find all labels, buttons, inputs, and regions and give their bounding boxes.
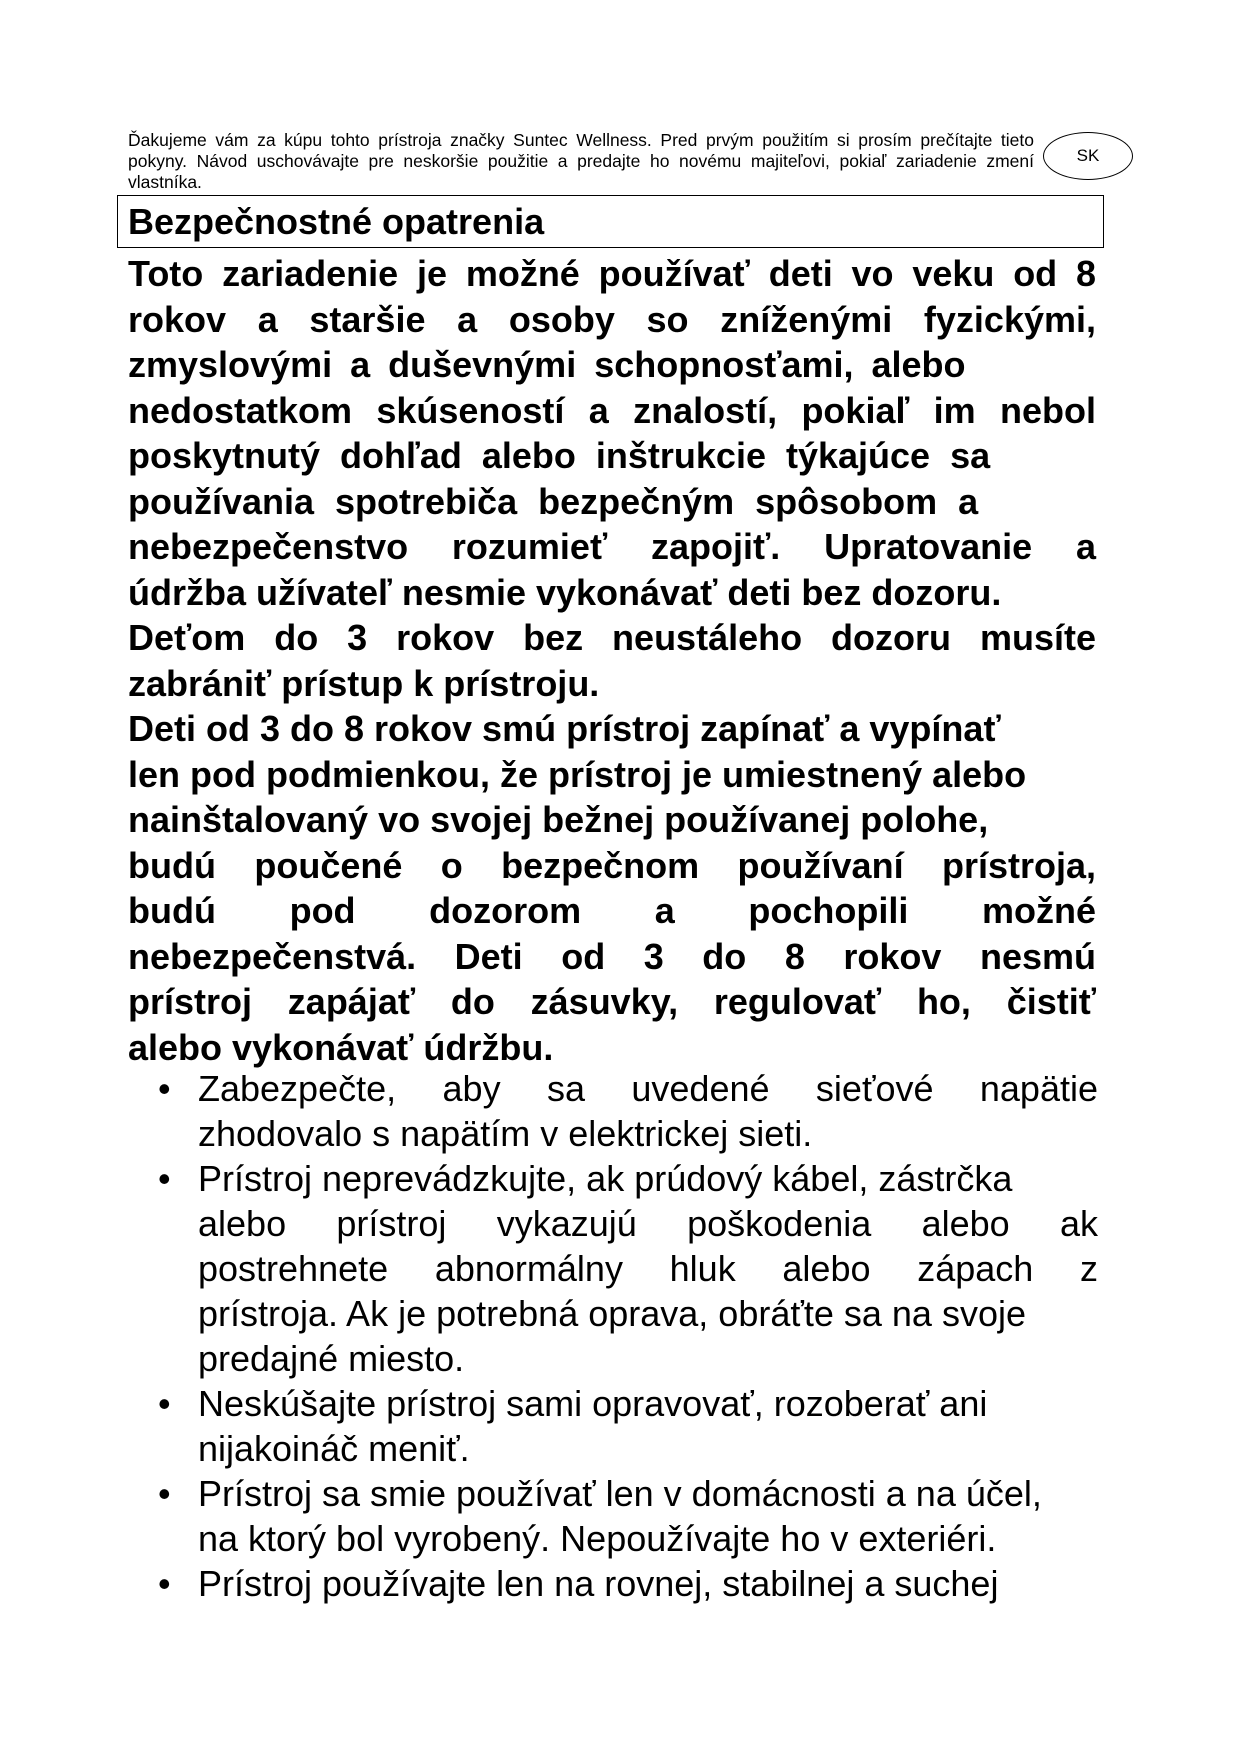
rule-line: postrehnete abnormálny hluk alebo zápach z [198, 1248, 1098, 1289]
warning-line: používania spotrebiča bezpečným spôsobom a [128, 480, 979, 522]
language-badge: SK [1043, 132, 1133, 180]
warning-line: nebezpečenstvo rozumieť zapojiť. Upratovanie a [128, 526, 1096, 567]
rule-line: • Prístroj sa smie používať len v domácnosti a na účel, [198, 1473, 1042, 1514]
rule-line: • Prístroj neprevádzkujte, ak prúdový kábel, zástrčka [198, 1158, 1013, 1199]
warning-line: Deti od 3 do 8 rokov smú prístroj zapínať a vypínať [128, 708, 1001, 749]
warning-line: nainštalovaný vo svojej bežnej používanej polohe, [128, 799, 989, 840]
list-item [158, 1471, 1098, 1561]
warning-line: zmyslovými a duševnými schopnosťami, alebo [128, 344, 966, 385]
rule-line: • Zabezpečte, aby sa uvedené sieťové napätie [198, 1068, 1098, 1109]
warning-line: údržba užívateľ nesmie vykonávať deti bez dozoru. [128, 571, 1002, 613]
list-item [158, 1381, 1098, 1471]
rule-line: na ktorý bol vyrobený. Nepoužívajte ho v exteriéri. [198, 1518, 997, 1559]
rule-line: nijakoináč meniť. [198, 1428, 470, 1469]
safety-rules-list [158, 1066, 1098, 1606]
section-title: Bezpečnostné opatrenia [128, 201, 545, 242]
warning-line: poskytnutý dohľad alebo inštrukcie týkajúce sa [128, 435, 991, 476]
warning-line: Toto zariadenie je možné používať deti vo veku od 8 [128, 253, 1096, 294]
warning-line: nedostatkom skúseností a znalostí, pokiaľ im nebol [128, 389, 1096, 431]
rule-line: prístroja. Ak je potrebná oprava, obráťte sa na svoje [198, 1293, 1026, 1334]
list-item [158, 1156, 1098, 1381]
warning-line: prístroj zapájať do zásuvky, regulovať ho, čistiť [128, 981, 1096, 1022]
rule-line: zhodovalo s napätím v elektrickej sieti. [198, 1113, 813, 1154]
warning-paragraph-1 [128, 251, 1096, 706]
warning-line: Deťom do 3 rokov bez neustáleho dozoru musíte [128, 617, 1096, 658]
warning-line: budú poučené o bezpečnom používaní prístroja, [128, 844, 1096, 886]
warning-line: alebo vykonávať údržbu. [128, 1026, 554, 1068]
warning-line: budú pod dozorom a pochopili možné [128, 890, 1096, 931]
rule-line: • Neskúšajte prístroj sami opravovať, rozoberať ani [198, 1383, 988, 1424]
rule-line: alebo prístroj vykazujú poškodenia alebo ak [198, 1203, 1098, 1244]
list-item [158, 1561, 1098, 1606]
warning-line: zabrániť prístup k prístroju. [128, 662, 600, 704]
list-item [158, 1066, 1098, 1156]
rule-line: • Prístroj používajte len na rovnej, stabilnej a suchej [198, 1563, 999, 1604]
intro-text: Ďakujeme vám za kúpu tohto prístroja značky Suntec Wellness. Pred prvým použitím si prosím prečítajte tieto pokyny. Návod uschovávajte pre neskoršie použitie a predajte ho novému majiteľovi, pokiaľ zariadenie zmení vlastníka. [128, 130, 1034, 192]
rule-line: predajné miesto. [198, 1338, 465, 1379]
warning-paragraph-2 [128, 706, 1096, 1070]
warning-line: len pod podmienkou, že prístroj je umiestnený alebo [128, 753, 1027, 795]
warning-line: nebezpečenstvá. Deti od 3 do 8 rokov nesmú [128, 935, 1096, 977]
warning-text [128, 251, 1096, 1070]
warning-line: rokov a staršie a osoby so zníženými fyzickými, [128, 298, 1096, 340]
section-header-box [117, 195, 1104, 248]
